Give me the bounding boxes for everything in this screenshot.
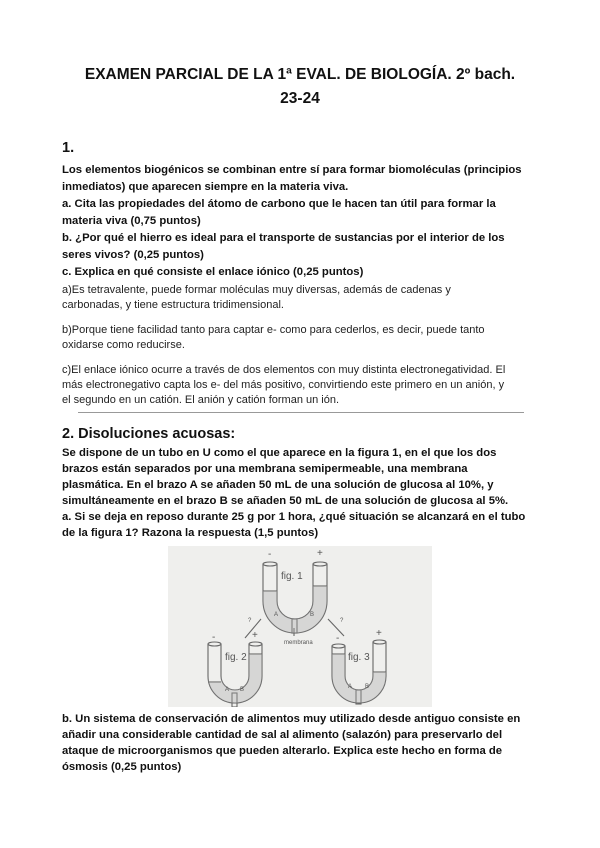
q1-statement-line: a. Cita las propiedades del átomo de carbono que le hacen tan útil para formar la [62, 198, 496, 210]
answer-a-line: carbonadas, y tiene estructura tridimensional. [62, 299, 284, 311]
fig3-label: fig. 3 [348, 652, 370, 663]
q1-statement-line: Los elementos biogénicos se combinan entre sí para formar biomoléculas (principios [62, 164, 522, 176]
plus-sign: + [252, 630, 258, 641]
q2-statement-line: Se dispone de un tubo en U como el que aparece en la figura 1, en el que los dos [62, 447, 497, 459]
arm-a-label: A [225, 687, 230, 693]
question-1-heading: 1. [62, 140, 75, 156]
q2-statement-line: de la figura 1? Razona la respuesta (1,5 puntos) [62, 527, 319, 539]
q2-statement-line: simultáneamente en el brazo B se añaden 50 mL de una solución de glucosa al 5%. [62, 495, 509, 507]
arm-a-label: A [274, 612, 279, 618]
arm-b-label: B [365, 684, 370, 690]
q2b-line: ataque de microorganismos que pueden alterarlo. Explica este hecho en forma de [62, 745, 503, 757]
q1-statement-line: c. Explica en qué consiste el enlace iónico (0,25 puntos) [62, 266, 364, 278]
answer-b-line: b)Porque tiene facilidad tanto para captar e- como para cederlos, es decir, puede tanto [62, 324, 485, 336]
arm-b-label: B [240, 687, 245, 693]
q2b-line: ósmosis (0,25 puntos) [62, 761, 182, 773]
answer-a-line: a)Es tetravalente, puede formar moléculas muy diversas, además de cadenas y [62, 284, 451, 296]
answer-c-line: el segundo en un catión. El anión y catión forman un ión. [62, 394, 340, 406]
u-tube-figure [168, 546, 432, 707]
membrane-label: membrana [284, 640, 313, 646]
answer-c-line: c)El enlace iónico ocurre a través de dos elementos con muy distinta electronegatividad. El [62, 364, 506, 376]
question-mark: ? [340, 618, 344, 624]
q2b-line: b. Un sistema de conservación de alimentos muy utilizado desde antiguo consiste en [62, 713, 521, 725]
q2b-line: añadir una considerable cantidad de sal al alimento (salazón) para preservarlo del [62, 729, 503, 741]
horizontal-divider [78, 412, 524, 413]
q1-statement-line: b. ¿Por qué el hierro es ideal para el transporte de sustancias por el interior de los [62, 232, 505, 244]
answer-b-line: oxidarse como reducirse. [62, 339, 185, 351]
minus-sign: - [268, 549, 272, 560]
fig1-label: fig. 1 [281, 571, 303, 582]
arm-b-label: B [310, 612, 315, 618]
exam-title-line2: 23-24 [280, 90, 320, 107]
q1-statement-line: seres vivos? (0,25 puntos) [62, 249, 204, 261]
plus-sign: + [376, 628, 382, 639]
minus-sign: - [212, 632, 216, 643]
plus-sign: + [317, 548, 323, 559]
question-mark: ? [248, 618, 252, 624]
question-2-heading: 2. Disoluciones acuosas: [62, 426, 236, 442]
arm-a-label: A [348, 684, 353, 690]
exam-title-line1: EXAMEN PARCIAL DE LA 1ª EVAL. DE BIOLOGÍA. 2º bach. [84, 66, 516, 83]
fig2-label: fig. 2 [225, 652, 247, 663]
q2-statement-line: a. Si se deja en reposo durante 25 g por 1 hora, ¿qué situación se alcanzará en el tubo [62, 511, 526, 523]
q1-statement-line: materia viva (0,75 puntos) [62, 215, 201, 227]
minus-sign: - [336, 633, 340, 644]
q2-statement-line: brazos están separados por una membrana semipermeable, una membrana [62, 463, 468, 475]
q2-statement-line: plasmática. En el brazo A se añaden 50 mL de una solución de glucosa al 10%, y [62, 479, 494, 491]
q1-statement-line: inmediatos) que aparecen siempre en la materia viva. [62, 181, 349, 193]
answer-c-line: más electronegativo capta los e- del más positivo, convirtiendo este primero en un anión, y [62, 379, 505, 391]
